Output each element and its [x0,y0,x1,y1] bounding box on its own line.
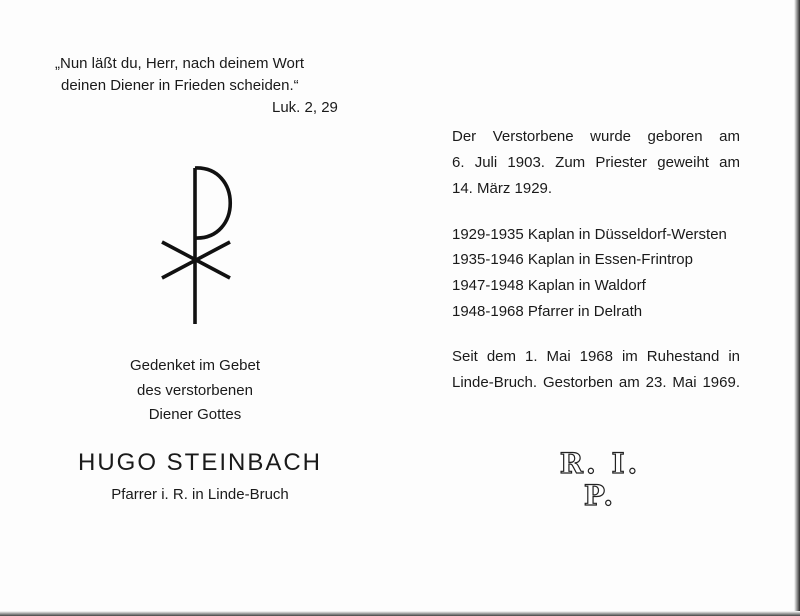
chi-rho-icon [160,162,236,328]
rip-closing: R. I. P. [559,447,641,512]
retirement-line-1: Seit dem 1. Mai 1968 im Ruhestand in [452,348,740,365]
deceased-name: HUGO STEINBACH [77,449,323,476]
dedication-line-2: des verstorbenen [137,382,253,399]
dedication-line-3: Diener Gottes [148,406,242,423]
retirement-line-2: Linde-Bruch. Gestorben am 23. Mai 1969. [452,374,740,391]
scan-edge-right [794,0,800,616]
quote-line-1: „Nun läßt du, Herr, nach deinem Wort [55,55,304,72]
deceased-title: Pfarrer i. R. in Linde-Bruch [111,486,289,503]
birth-line-1: Der Verstorbene wurde geboren am [452,128,740,145]
career-line: 1948-1968 Pfarrer in Delrath [452,303,643,320]
career-line: 1929-1935 Kaplan in Düsseldorf-Wersten [452,226,727,243]
dedication-line-1: Gedenket im Gebet [129,357,261,374]
scan-edge-bottom [0,611,800,616]
career-line: 1935-1946 Kaplan in Essen-Frintrop [452,251,693,268]
career-line: 1947-1948 Kaplan in Waldorf [452,277,646,294]
quote-line-2: deinen Diener in Frieden scheiden.“ [61,77,299,94]
quote-reference: Luk. 2, 29 [272,99,338,116]
birth-line-3: 14. März 1929. [452,180,553,197]
birth-line-2: 6. Juli 1903. Zum Priester geweiht am [452,154,740,171]
